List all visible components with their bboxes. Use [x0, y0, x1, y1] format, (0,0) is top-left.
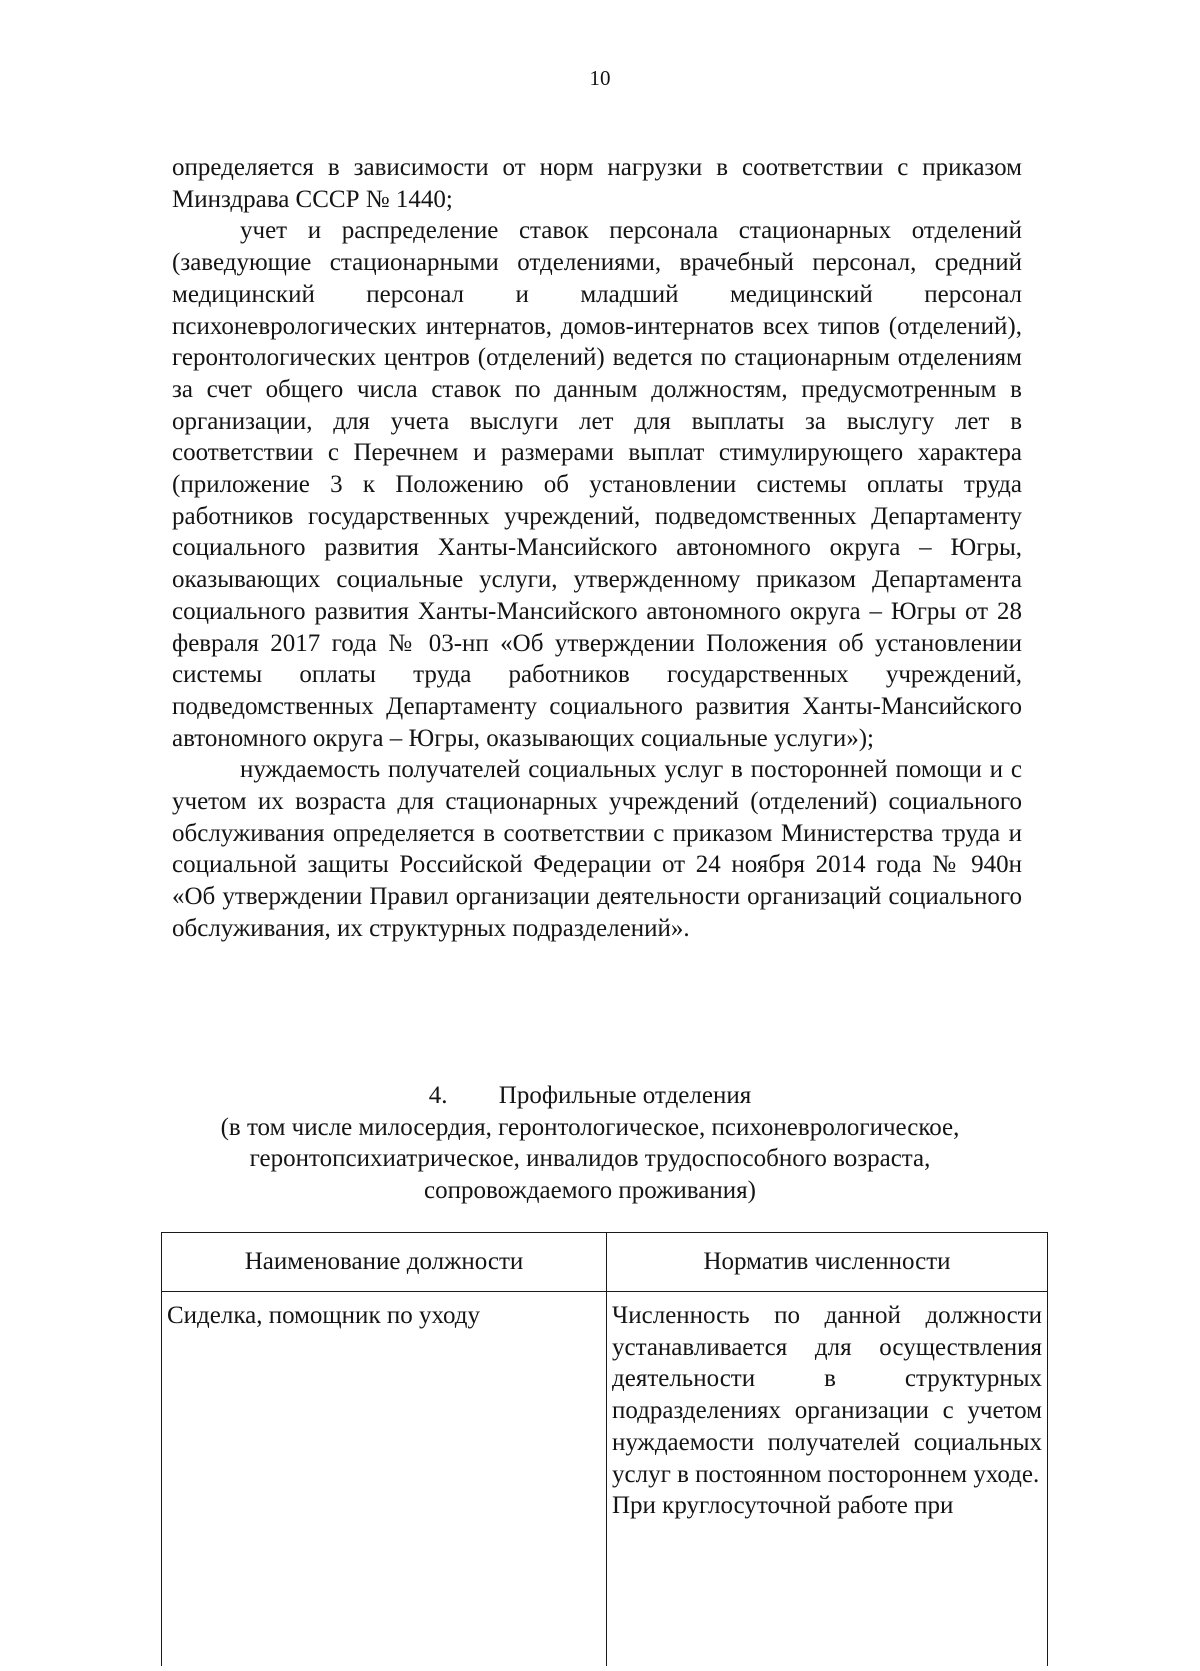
staffing-norms-table	[161, 1232, 1048, 1666]
norm-text: Численность по данной должности устанавливается для осуществления деятельности в структурных подразделениях организации с учетом нуждаемости получателей социальных услуг в постоянном постороннем уходе.	[612, 1302, 1042, 1488]
body-text	[172, 152, 1022, 945]
column-header-norm: Норматив численности	[607, 1233, 1048, 1292]
page-number: 10	[589, 66, 611, 90]
section-heading	[150, 1080, 1030, 1207]
paragraph-care-need: нуждаемость получателей социальных услуг в посторонней помощи и с учетом их возраста для стационарных учреждений (отделений) социального обслуживания определяется в соответствии с приказом Министерства труда и социальной защиты Российской Федерации от 24 ноября 2014 года № 940н «Об утверждении Правил организации деятельности организаций социального обслуживания, их структурных подразделений».	[172, 756, 1022, 942]
section-number: 4.	[428, 1082, 448, 1109]
section-subtitle-line: сопровождаемого проживания)	[424, 1177, 756, 1205]
section-subtitle-line: геронтопсихиатрическое, инвалидов трудоспособного возраста,	[249, 1145, 931, 1173]
section-subtitle-line: (в том числе милосердия, геронтологическое, психоневрологическое,	[220, 1113, 960, 1141]
norm-text-continued: При круглосуточной работе при	[612, 1492, 954, 1520]
cell-position: Сиделка, помощник по уходу	[162, 1292, 607, 1666]
column-header-position: Наименование должности	[162, 1233, 607, 1292]
section-title: Профильные отделения	[498, 1082, 752, 1109]
paragraph-continuation: определяется в зависимости от норм нагрузки в соответствии с приказом Минздрава СССР № 1440;	[172, 154, 1022, 213]
table-header-row	[162, 1233, 1048, 1292]
table-row	[162, 1292, 1048, 1666]
paragraph-staff-accounting: учет и распределение ставок персонала стационарных отделений (заведующие стационарными отделениями, врачебный персонал, средний медицинский персонал и младший медицинский персонал психоневрологических интернатов, домов-интернатов всех типов (отделений), геронтологических центров (отделений) ведется по стационарным отделениям за счет общего числа ставок по данным должностям, предусмотренным в организации, для учета выслуги лет для выплаты за выслугу лет в соответствии с Перечнем и размерами выплат стимулирующего характера (приложение 3 к Положению об установлении системы оплаты труда работников государственных учреждений, подведомственных Департаменту социального развития Ханты-Мансийского автономного округа – Югры, оказывающих социальные услуги, утвержденному приказом Департамента социального развития Ханты-Мансийского автономного округа – Югры от 28 февраля 2017 года № 03-нп «Об утверждении Положения об установлении системы оплаты труда работников государственных учреждений, подведомственных Департаменту социального развития Ханты-Мансийского автономного округа – Югры, оказывающих социальные услуги»);	[172, 217, 1022, 752]
section-title-line	[150, 1080, 1030, 1112]
cell-norm	[607, 1292, 1048, 1666]
